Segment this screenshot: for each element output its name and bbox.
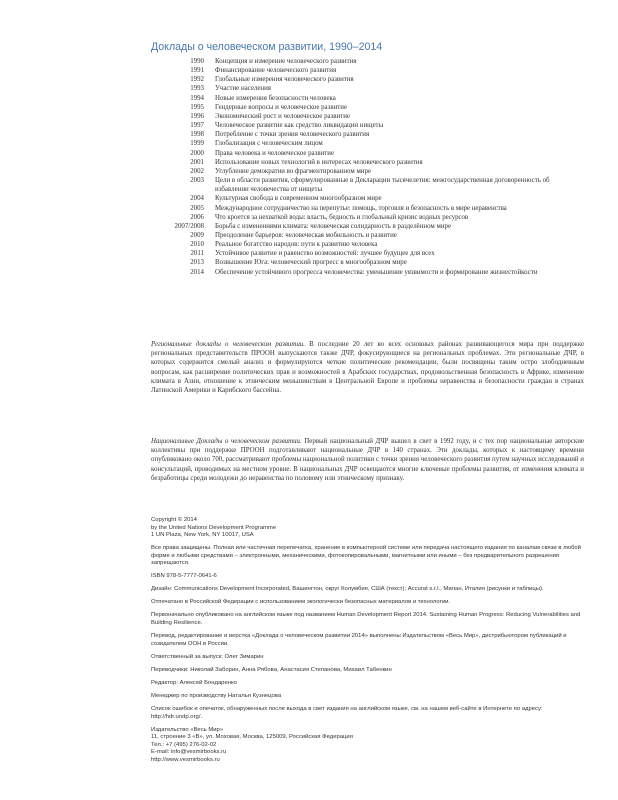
- regional-reports-heading: Региональные доклады о человеческом развитии.: [151, 341, 305, 348]
- report-year: 1999: [190, 140, 204, 148]
- report-title: Новые измерения безопасности человека: [215, 94, 336, 102]
- report-row: [140, 240, 580, 249]
- national-reports-heading: Национальные Доклады о человеческом развитии.: [151, 438, 302, 445]
- printed-notice: Отпечатано в Российской Федерации с использованием экологически безопасных материалов и технологии.: [151, 599, 451, 606]
- report-year: 2007/2008: [174, 222, 204, 230]
- report-title: Финансирование человеческого развития: [215, 67, 337, 75]
- report-year: 1992: [190, 76, 204, 84]
- report-row: [140, 66, 580, 75]
- regional-reports-text: В последние 20 лет во всех основных районах развивающегося мира при поддержке региональных представительств ПРООН выпускаются также ДЧР, фокусирующиеся на региональных проблемах. Эти региональные ДЧР, в которых содержится смелый анализ и формулируются четкие политические рекомендации, были посвящены таким остро злободневным вопросам, как расширение политических прав и возможностей в Арабских государствах, продовольственная безопасность в Африке, изменение климата в Азии, отношение к этническим меньшинствам в Центральной Европе и проблемы неравенства и безопасности граждан в странах Латинской Америки и Карибского бассейна.: [151, 341, 585, 395]
- report-title: Возвышение Юга: человеческий прогресс в многообразном мире: [215, 259, 407, 267]
- translation-credit: Перевод, редактирование и верстка «Доклада о человеческом развитии 2014» выполнены Издательством «Весь Мир», дистрибьютором публикаций и созидателем ООН в России.: [151, 633, 567, 647]
- copyright-block: [151, 517, 586, 540]
- publisher-address: 11, строение 3 «В», ул. Моховая, Москва, 125009, Российская Федерация: [151, 734, 353, 741]
- report-row: [140, 84, 580, 93]
- isbn: ISBN 978-5-7777-0641-6: [151, 573, 217, 580]
- report-row: [140, 94, 580, 103]
- report-title: Углубление демократии во фрагментированном мире: [215, 167, 371, 175]
- report-row: [140, 231, 580, 240]
- report-title: Глобализация с человеческим лицом: [215, 140, 323, 148]
- report-row: [140, 249, 580, 258]
- editor: Редактор: Алексей Бондаренко: [151, 679, 237, 686]
- copyright-line: by the United Nations Development Programme: [151, 524, 277, 531]
- report-title: Концепция и измерение человеческого развития: [215, 58, 357, 65]
- report-year: 1993: [190, 85, 204, 93]
- report-year: 2010: [190, 241, 204, 249]
- original-publication: Первоначально опубликовано на английском языке под названием Human Development Report 2014. Sustaining Human Progress: Reducing Vulnerabilities and Building Resilience.: [151, 612, 581, 626]
- report-row: [140, 57, 580, 66]
- report-title: Международное сотрудничество на перепутье: помощь, торговля и безопасность в мире неравенства: [215, 204, 507, 212]
- report-row: [140, 103, 580, 112]
- report-title: Участие населения: [215, 85, 271, 93]
- publisher-email: E-mail: info@vesmirbooks.ru: [151, 749, 227, 756]
- report-title: Преодоление барьеров: человеческая мобильность и развитие: [215, 231, 397, 239]
- report-year: 1998: [190, 131, 204, 139]
- report-title: Человеческое развитие как средство ликвидации нищеты: [215, 122, 384, 130]
- copyright-line: 1 UN Plaza, New York, NY 10017, USA: [151, 532, 254, 538]
- reports-list: [140, 57, 580, 277]
- national-reports-text: Первый национальный ДЧР вышел в свет в 1992 году, и с тех пор национальные авторские коллективы при поддержке ПРООН подготавливают национальные ДЧР в 140 странах. Эти доклады, которых к настоящему времени опубликовано около 700, рассматривают проблемы национальной политики с точки зрения человеческого развития путем научных исследований и консультаций, проводимых на местном уровне. В национальных ДЧР освещаются многие ключевые проблемы развития, от изменения климата и безработицы среди молодежи до неравенства по половому или этническому признаку.: [151, 438, 584, 482]
- report-year: 1995: [190, 103, 204, 111]
- report-year: 2009: [190, 231, 204, 239]
- design-credit: Дизайн: Communications Development Incorporated, Вашингтон, округ Колумбия, США (текст); Accurat s.r.l., Милан, Италия (рисунки и таблицы).: [151, 586, 544, 593]
- report-row: [140, 222, 580, 231]
- report-year: 1996: [190, 112, 204, 120]
- report-year: 1990: [190, 58, 204, 65]
- report-year: 2006: [190, 213, 204, 221]
- report-row: [140, 112, 580, 121]
- report-year: 1997: [190, 122, 204, 130]
- report-row: [140, 176, 580, 194]
- report-year: 2000: [190, 149, 204, 157]
- imprint: [151, 517, 586, 770]
- copyright-line: Copyright © 2014: [151, 517, 197, 523]
- report-year: 2001: [190, 158, 204, 166]
- report-title: Цели в области развития, сформулированные в Декларации тысячелетия: межгосударственная договоренность об избавлении человечества от нищеты: [215, 177, 550, 194]
- report-year: 2013: [190, 259, 204, 267]
- report-year: 1991: [190, 67, 204, 75]
- report-title: Обеспечение устойчивого прогресса человечества: уменьшение уязвимости и формирование жизнестойкости: [215, 268, 538, 276]
- report-row: [140, 213, 580, 222]
- report-year: 2003: [190, 177, 204, 185]
- publisher-name: Издательство «Весь Мир»: [151, 726, 224, 733]
- report-row: [140, 268, 580, 277]
- report-row: [140, 167, 580, 176]
- report-row: [140, 194, 580, 203]
- report-row: [140, 139, 580, 148]
- report-title: Глобальные измерения человеческого развития: [215, 76, 354, 84]
- report-year: 2002: [190, 167, 204, 175]
- report-title: Гендерные вопросы и человеческое развитие: [215, 103, 348, 111]
- report-row: [140, 75, 580, 84]
- report-title: Что кроется за нехваткой воды: власть, бедность и глобальный кризис водных ресурсов: [215, 213, 469, 221]
- report-row: [140, 149, 580, 158]
- report-title: Использование новых технологий в интересах человеческого развития: [215, 158, 423, 166]
- publisher-phone: Тел.: +7 (495) 276-02-02: [151, 741, 217, 748]
- report-title: Культурная свобода в современном многообразном мире: [215, 195, 382, 203]
- report-title: Права человека и человеческое развитие: [215, 149, 335, 157]
- report-title: Реальное богатство народов: пути к развитию человека: [215, 241, 378, 249]
- report-year: 1994: [190, 94, 204, 102]
- report-year: 2004: [190, 195, 204, 203]
- report-row: [140, 158, 580, 167]
- report-title: Борьба с изменениями климата: человеческая солидарность в разделённом мире: [215, 222, 452, 230]
- errata-notice: Список ошибок и опечаток, обнаруженных после выхода в свет издания на английском языке, см. на нашем веб-сайте в Интернете по адресу: http://hdr.undp.org/.: [151, 706, 543, 720]
- regional-reports-paragraph: [151, 340, 584, 395]
- report-year: 2011: [190, 250, 204, 258]
- responsible-editor: Ответственный за выпуск: Олег Зимарин: [151, 653, 264, 660]
- report-title: Устойчивое развитие и равенство возможностей: лучшее будущее для всех: [215, 250, 435, 258]
- translators: Переводчики: Николай Заборин, Анна Рябова, Анастасия Степанова, Михаил Табенкин: [151, 666, 392, 673]
- report-row: [140, 130, 580, 139]
- publisher-website: http://www.vesmirbooks.ru: [151, 756, 220, 763]
- page-title: Доклады о человеческом развитии, 1990–2014: [151, 41, 383, 53]
- report-year: 2005: [190, 204, 204, 212]
- report-title: Экономический рост и человеческое развитие: [215, 112, 350, 120]
- national-reports-paragraph: [151, 437, 584, 483]
- report-row: [140, 121, 580, 130]
- publisher-block: [151, 727, 586, 765]
- report-title: Потребление с точки зрения человеческого развития: [215, 131, 370, 139]
- rights-notice: Все права защищены. Полная или частичная перепечатка, хранение в компьютерной системе или передача настоящего издания по каналам связи в любой форме и любыми средствами – электронными, механическими, фотокопировальными, магнитными или иными – без предварительного разрешения запрещаются.: [151, 545, 581, 567]
- report-row: [140, 204, 580, 213]
- report-row: [140, 258, 580, 267]
- report-year: 2014: [190, 268, 204, 276]
- production-manager: Менеджер по производству Наталья Кузнецова: [151, 692, 282, 699]
